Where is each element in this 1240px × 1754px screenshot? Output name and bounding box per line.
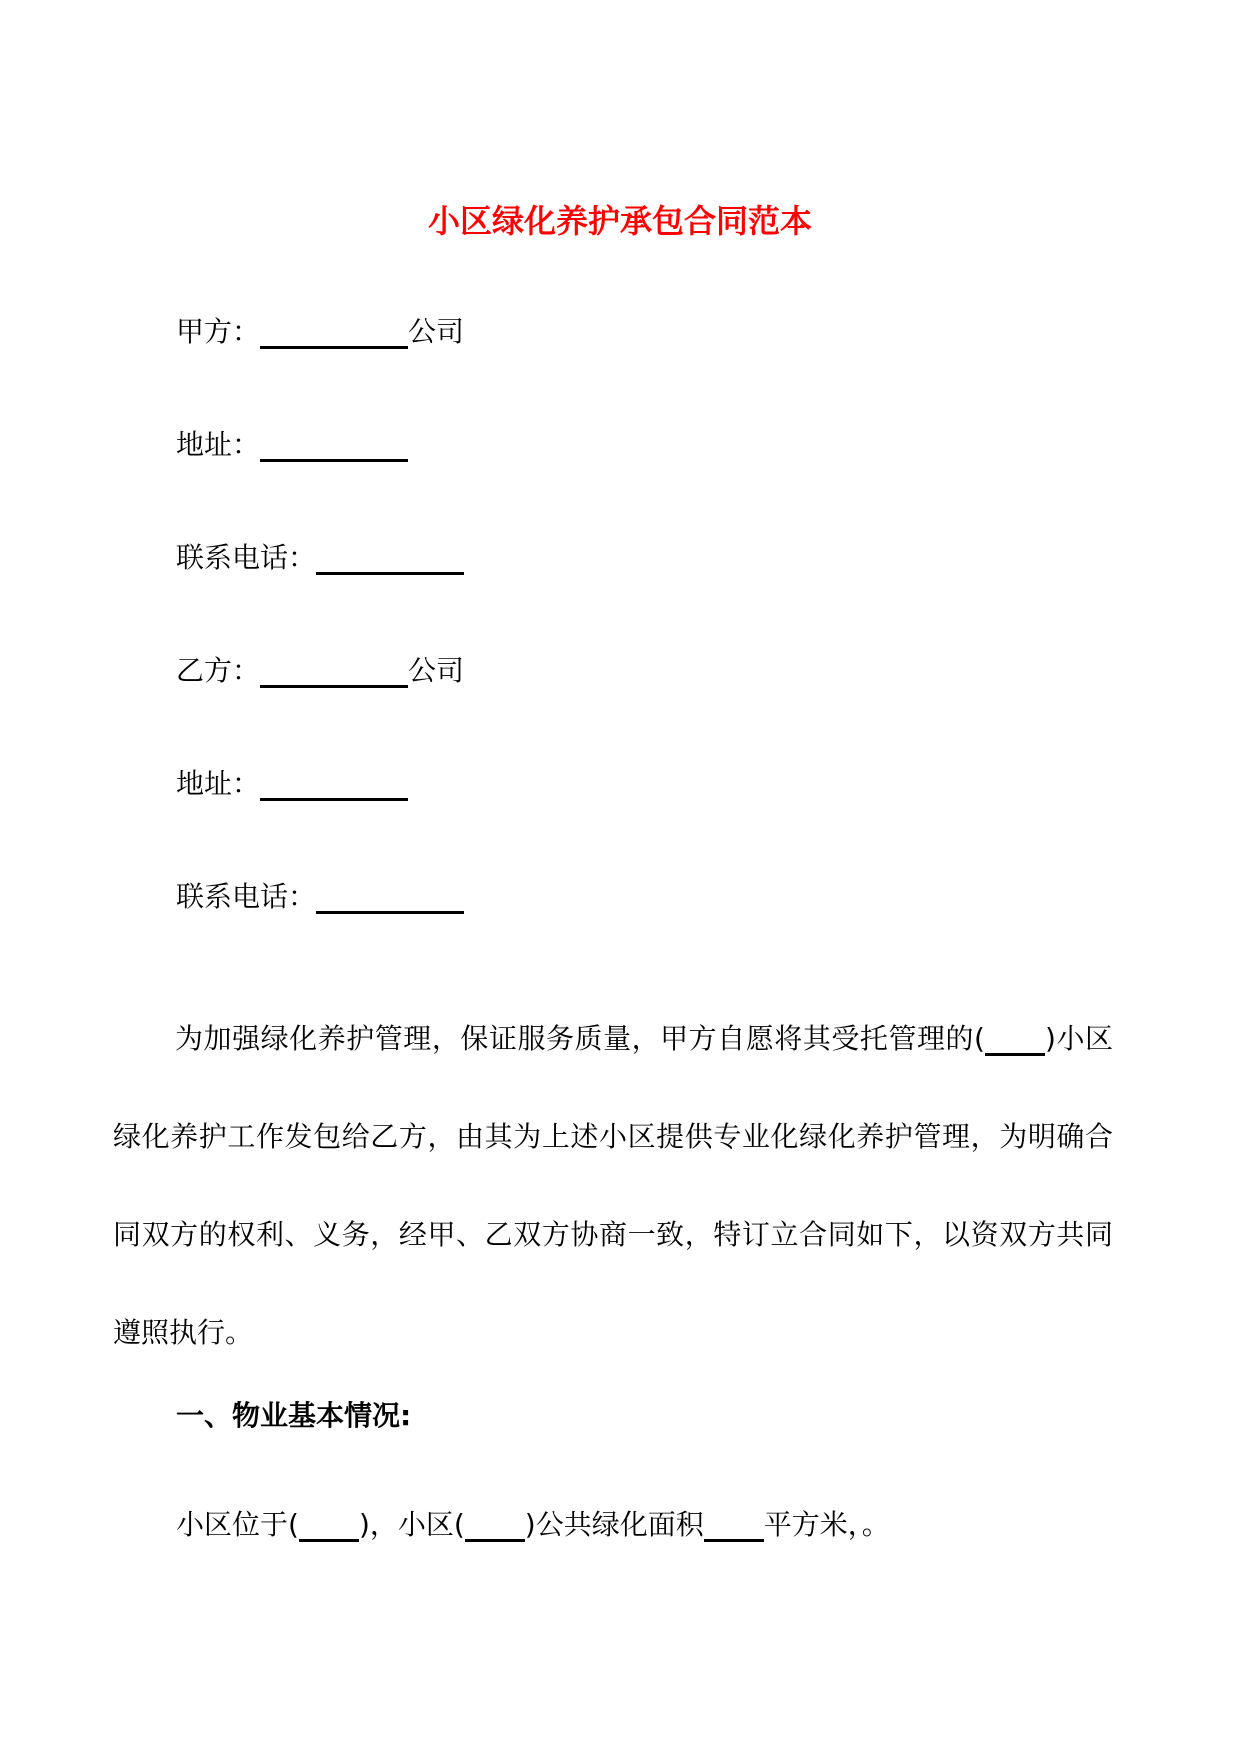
party-b-name-blank[interactable] [260, 651, 408, 688]
managed-community-blank[interactable] [985, 1019, 1045, 1056]
intro-paragraph [113, 990, 1113, 1382]
section-1-text [176, 1505, 890, 1545]
party-a-name-blank[interactable] [260, 312, 408, 349]
party-b-address-label: 地址： [176, 767, 261, 800]
section-1-text-part2: )，小区( [358, 1508, 465, 1541]
party-a-phone-label: 联系电话： [176, 541, 317, 574]
section-1-text-part4: 平方米，。 [763, 1508, 890, 1541]
intro-text-part1: 为加强绿化养护管理，保证服务质量，甲方自愿将其受托管理的( [175, 1022, 985, 1055]
party-b-phone-line [176, 877, 464, 917]
party-a-address-line [176, 425, 408, 465]
document-title: 小区绿化养护承包合同范本 [427, 202, 812, 240]
party-a-address-label: 地址： [176, 428, 261, 461]
community-name-blank[interactable] [465, 1505, 525, 1542]
section-1-text-part3: )公共绿化面积 [524, 1508, 704, 1541]
green-area-blank[interactable] [704, 1505, 764, 1542]
party-b-line [176, 651, 464, 691]
party-a-line [176, 312, 464, 352]
party-b-address-blank[interactable] [260, 764, 408, 801]
section-1-text-part1: 小区位于( [176, 1508, 299, 1541]
party-a-phone-blank[interactable] [316, 538, 464, 575]
party-b-phone-blank[interactable] [316, 877, 464, 914]
party-b-phone-label: 联系电话： [176, 880, 317, 913]
community-location-blank[interactable] [299, 1505, 359, 1542]
section-1-heading: 一、物业基本情况: [176, 1399, 412, 1432]
party-b-suffix: 公司 [408, 654, 465, 687]
party-b-address-line [176, 764, 408, 804]
intro-text-part2: )小区绿化养护工作发包给乙方，由其为上述小区提供专业化绿化养护管理，为明确合同双方的权利、义务，经甲、乙双方协商一致，特订立合同如下，以资双方共同遵照执行。 [113, 1022, 1113, 1349]
party-a-address-blank[interactable] [260, 425, 408, 462]
party-b-label: 乙方： [176, 654, 261, 687]
party-a-label: 甲方： [176, 315, 261, 348]
party-a-phone-line [176, 538, 464, 578]
party-a-suffix: 公司 [408, 315, 465, 348]
